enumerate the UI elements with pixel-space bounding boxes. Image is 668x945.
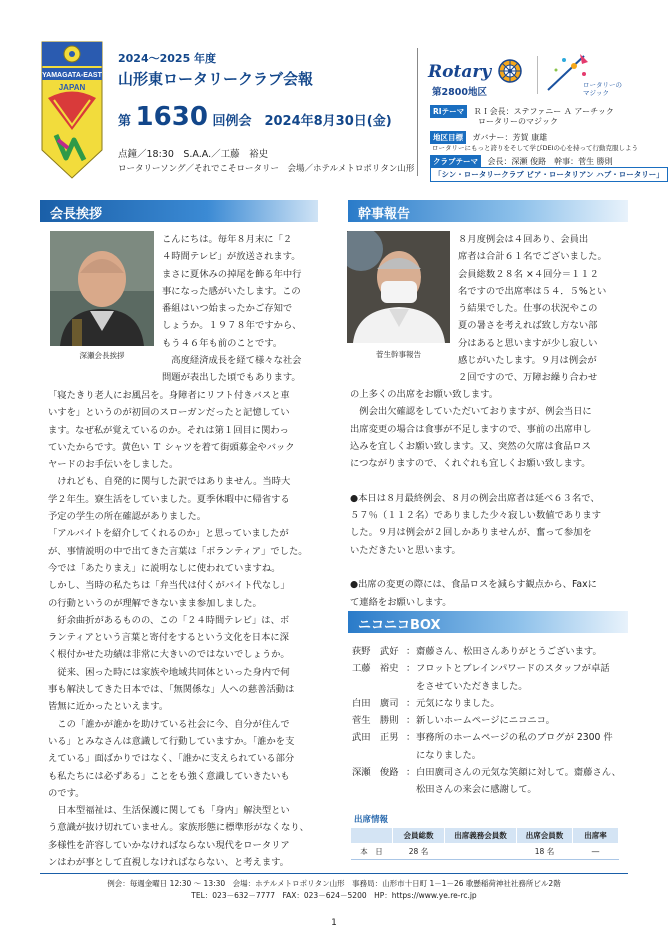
member-name: 武田 正男	[352, 732, 399, 744]
rotary-wheel-icon	[497, 58, 523, 84]
list-item	[352, 747, 621, 764]
club-theme-slogan: 「シン・ロータリークラブ ビア・ロータリアン ハブ・ロータリー」	[430, 167, 668, 182]
list-item: 荻野 武好 ： 齋藤さん、松田さんありがとうございます。	[352, 643, 621, 660]
table-header: 出席義務会員数	[445, 828, 517, 844]
member-name: 荻野 武好	[352, 646, 399, 657]
district-goal-tag: 地区目標	[430, 131, 466, 144]
message: になりました。	[416, 749, 482, 761]
member-name	[352, 678, 406, 695]
text-line: 事になった感がいたします。この	[162, 285, 301, 297]
table-cell: 18 名	[517, 844, 573, 860]
rotary-wordmark: Rotary	[428, 62, 492, 82]
table-cell: ―	[573, 844, 619, 860]
text-line: 高度経済成長を経て様々な社会	[162, 355, 302, 367]
president-photo	[50, 231, 154, 346]
text-line: 名ですので出席率は５４．５%とい	[458, 285, 607, 297]
issue-prefix: 第	[118, 114, 132, 129]
secretary-text-col	[458, 231, 607, 387]
message: 元気になりました。	[416, 697, 500, 709]
table-header	[351, 828, 393, 844]
member-name	[352, 747, 406, 764]
text-line: う結果でした。仕事の状況やこの	[458, 303, 598, 315]
ri-theme-text: ＲＩ会長：ステファニー Ａ アーチック	[473, 107, 614, 116]
district-goal-text: ガバナー：芳賀 康雄	[472, 133, 548, 142]
attendance-table	[350, 827, 619, 860]
text-line: 日本型福祉は、生活保護に関しても「身内」解決型とい	[48, 805, 290, 817]
issue-suffix: 回例会 2024年8月30日(金)	[212, 114, 392, 129]
list-item	[352, 678, 621, 695]
secretary-photo-caption: 菅生幹事報告	[376, 350, 421, 359]
text-line: ●本日は８月最終例会、８月の例会出席者は延べ６３名で、	[350, 492, 600, 504]
table-header-row	[351, 828, 619, 844]
club-theme-text: 会長：深瀬 俊路 幹事：菅生 勝則	[487, 157, 613, 166]
text-line: 出席変更の場合は食事が不足しますので、事前の出席申し	[350, 423, 592, 435]
text-line: えている」面ばかりではなく、「誰かに支えられている部分	[48, 753, 295, 765]
message: 新しいホームページにニコニコ。	[416, 715, 555, 727]
fiscal-year: 2024～2025 年度	[118, 52, 217, 65]
text-line	[350, 472, 601, 489]
text-line: 今では「あたりまえ」に説明なしに使われていますね。	[48, 562, 281, 574]
text-line: 番組はいつ始まったかご存知で	[162, 303, 293, 315]
secretary-section-header: 幹事報告	[348, 200, 628, 222]
text-line: も私たちには必ずある」ことをも強く意識していきたいも	[48, 770, 290, 782]
message: フロットとブレインパワードのスタッフが卓話	[416, 663, 610, 675]
magic-logo-text: ロータリーの マジック	[583, 81, 622, 97]
page-number: 1	[331, 918, 337, 928]
text-line: しかし、当時の私たちは「弁当代は付くがバイト代なし」	[48, 580, 290, 592]
text-line: ヤードのお手伝いをしました。	[48, 459, 179, 471]
member-name: 工藤 裕史	[352, 663, 399, 675]
list-item: 工藤 裕史 ： フロットとブレインパワードのスタッフが卓話	[352, 660, 621, 677]
footer-contact-info: TEL：023－632－7777 FAX：023－624－5200 HP：https://www.ye.re-rc.jp	[191, 891, 477, 900]
text-line: う意識が抜け切れていません。家族形態に標準形がなくなり、	[48, 822, 309, 834]
table-cell: 本 日	[351, 844, 393, 860]
table-header: 出席会員数	[517, 828, 573, 844]
text-line: く根付かせた功績は非常に大きいのではないでしょうか。	[48, 649, 290, 661]
text-line: につながりますので、くれぐれも宜しくお願い致します。	[350, 458, 591, 470]
text-line: ていたからです。黄色い Ｔ シャツを着て街頭募金やバック	[48, 441, 295, 453]
text-line: いただきたいと思います。	[350, 544, 461, 556]
nikoniko-list	[352, 643, 621, 799]
president-text-col	[162, 231, 301, 387]
text-line: 夏の暑さを考えれば致し方ない部	[458, 320, 598, 332]
text-line: の上多くの出席をお願い致します。	[350, 389, 499, 400]
text-line: 会員総数２８名 ×４回分＝１１２	[458, 268, 599, 280]
table-row	[351, 844, 619, 860]
text-line: 「寝たきり老人にお風呂を。身障者にリフト付きバスと車	[48, 390, 290, 401]
text-line: ５７％（１１２名）でありました少々寂しい数値であります	[350, 510, 602, 522]
banner-text-2: JAPAN	[58, 83, 86, 92]
text-line: いる」とみなさんは意識して行動していますか。「誰かを支	[48, 735, 295, 747]
text-line: もう４６年も前のことです。	[162, 337, 283, 349]
banner-text-1: YAMAGATA-EAST	[42, 72, 102, 79]
message: 齋藤さん、松田さんありがとうございます。	[416, 646, 602, 657]
text-line: 皆無に近かったといえます。	[48, 701, 169, 713]
message: 松田さんの来会に感謝して。	[416, 784, 537, 796]
list-item: 白田 廣司 ： 元気になりました。	[352, 695, 621, 712]
text-line: のです。	[48, 787, 85, 799]
text-line: この「誰かが誰かを助けている社会に今、自分が住んで	[48, 718, 290, 730]
text-line: こんにちは。毎年８月末に「２	[162, 234, 293, 245]
text-line: 学２年生。寮生活をしていました。夏季休暇中に帰省する	[48, 493, 290, 505]
attendance-title: 出席情報	[354, 815, 389, 825]
text-line: ランティアという言葉と寄付をするという文化を日本に深	[48, 632, 289, 644]
ri-theme-tag: RIテーマ	[430, 105, 467, 118]
text-line: 従来、困った時には家族や地域共同体といった身内で何	[48, 666, 290, 678]
list-item: 武田 正男 ： 事務所のホームページの私のブログが 2300 件	[352, 729, 621, 746]
member-name	[352, 781, 406, 798]
member-name: 白田 廣司	[352, 697, 399, 709]
text-line: ンはわが事として直視しなければならない、と考えます。	[48, 857, 289, 869]
text-line: 多様性を許容していかなければならない現代をロータリア	[48, 839, 290, 851]
text-line: ます。なぜ私が覚えているのか。それは第１回目に関わっ	[48, 424, 289, 436]
text-line: 紆余曲折があるものの、この「２４時間テレビ」は、ボ	[48, 614, 290, 626]
text-line: 込みを宜しくお願い致します。又、突然の欠席は食品ロス	[350, 440, 591, 452]
table-cell	[445, 844, 517, 860]
text-line: 席者は合計６１名でございました。	[458, 251, 607, 263]
text-line: まさに夏休みの掉尾を飾る年中行	[162, 268, 302, 280]
club-bulletin-title: 山形東ロータリークラブ会報	[118, 70, 314, 88]
text-line: の行動というのが理解できないまま参加しました。	[48, 597, 262, 609]
text-line: 問題が表出した頃でもあります。	[162, 372, 301, 384]
district-goal-sub: ロータリーにもっと誇りをそして学びDEIの心を持って行動克服しよう	[432, 144, 639, 152]
text-line: ４時間テレビ」が放送されます。	[162, 251, 301, 263]
president-section-header: 会長挨拶	[40, 200, 318, 222]
text-line: けれども、自発的に関与した訳ではありません。当時大	[48, 476, 291, 488]
message: 事務所のホームページの私のブログが 2300 件	[416, 732, 613, 744]
table-cell: 28 名	[393, 844, 445, 860]
text-line: 「アルバイトを紹介してくれるのか」と思っていましたが	[48, 528, 289, 540]
footer-divider	[40, 873, 628, 874]
text-line: 予定の学生の所在確認がありました。	[48, 511, 207, 523]
text-line: した。９月は例会が２回しかありませんが、奮って参加を	[350, 527, 592, 539]
text-line: ８月度例会は４回あり、会員出	[458, 234, 589, 245]
message: 白田廣司さんの元気な笑顔に対して。齋藤さん、	[416, 767, 621, 779]
text-line	[350, 559, 601, 576]
nikoniko-section-header: ニコニコBOX	[348, 611, 628, 633]
meeting-song-venue: ロータリーソング／それでこそロータリー 会場／ホテルメトロポリタン山形	[118, 164, 415, 174]
text-line: て連絡をお願いします。	[350, 596, 452, 608]
logo-divider	[537, 56, 538, 94]
text-line: 例会出欠確認をしていただいておりますが、例会当日に	[350, 406, 592, 418]
member-name: 菅生 勝則	[352, 715, 399, 727]
text-line: 事も解決してきた日本では、「無関係な」人への慈善活動は	[48, 684, 295, 696]
member-name: 深瀬 俊路	[352, 767, 399, 779]
issue-number: 1630	[135, 102, 208, 132]
header-divider	[417, 48, 418, 176]
message: をさせていただきました。	[416, 680, 528, 692]
text-line: ●出席の変更の際には、食品ロスを減らす観点から、Faxに	[350, 579, 597, 591]
club-pennant-logo	[40, 40, 104, 180]
text-line: しょうか。１９７８年ですから、	[162, 320, 302, 332]
text-line: ２回ですので、万障お繰り合わせ	[458, 372, 598, 384]
list-item: 菅生 勝則 ： 新しいホームページにニコニコ。	[352, 712, 621, 729]
text-line: 感じがいたします。９月は例会が	[458, 355, 597, 367]
meeting-opening-info: 点鐘／18:30 S.A.A.／工藤 裕史	[118, 149, 269, 160]
president-text-full	[48, 387, 309, 871]
secretary-text-full	[350, 386, 601, 611]
text-line: 分はあると思いますが少し寂しい	[458, 337, 598, 349]
text-line: いすを」というのが初回のスローガンだったと記憶してい	[48, 407, 290, 419]
footer-meeting-info: 例会：毎週金曜日 12:30 ～ 13:30 会場：ホテルメトロポリタン山形 事務局：山形市十日町 1－1－26 歌懸稲荷神社社務所ビル2階	[107, 879, 561, 888]
district-number: 第2800地区	[432, 87, 487, 98]
list-item: 深瀬 俊路 ： 白田廣司さんの元気な笑顔に対して。齋藤さん、	[352, 764, 621, 781]
ri-theme-sub: ロータリーのマジック	[478, 117, 558, 126]
table-header: 出席率	[573, 828, 619, 844]
club-theme-tag: クラブテーマ	[430, 155, 481, 168]
secretary-photo	[347, 231, 450, 343]
list-item	[352, 781, 621, 798]
president-photo-caption: 深瀬会長挨拶	[79, 351, 125, 360]
issue-line	[118, 102, 392, 132]
table-header: 会員総数	[393, 828, 445, 844]
text-line: が、事情説明の中で出てきた言葉は「ボランティア」でした。	[48, 545, 308, 557]
